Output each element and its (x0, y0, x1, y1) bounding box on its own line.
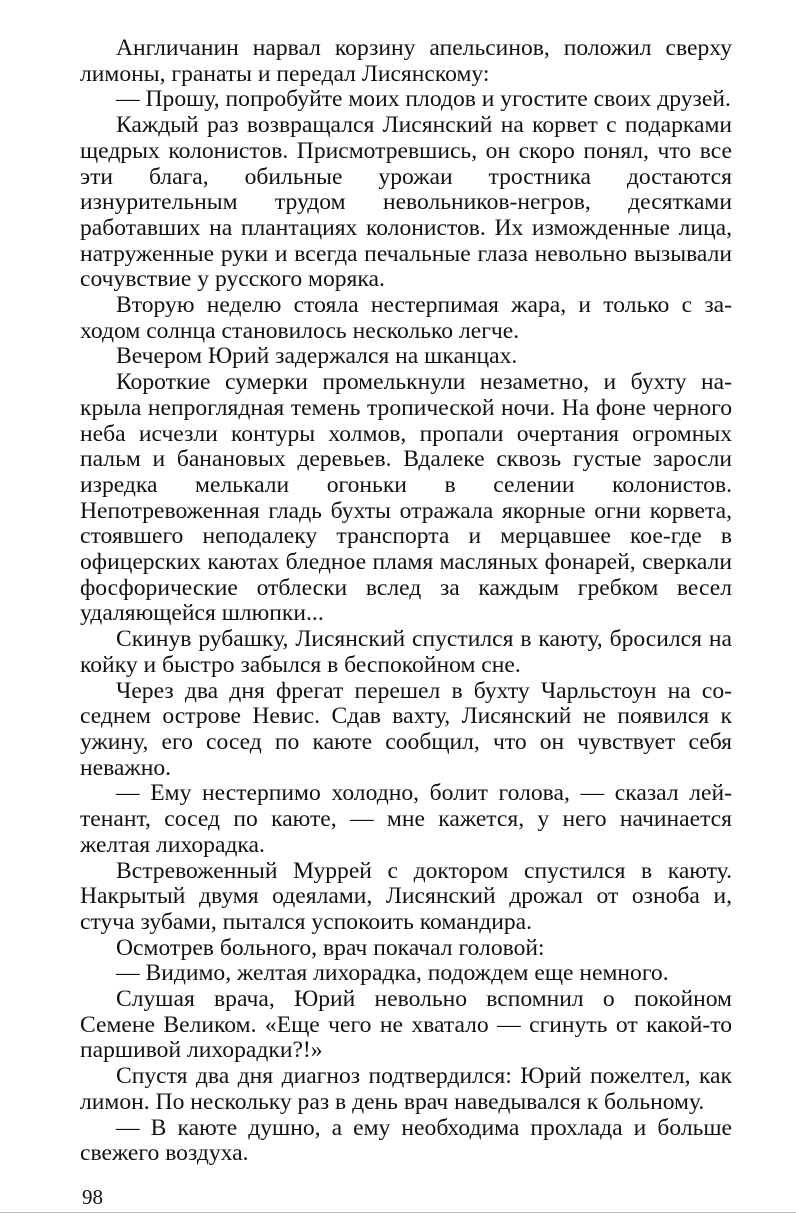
paragraph: Осмотрев больного, врач покачал головой: (116, 934, 545, 961)
paragraph: — В каюте душно, а ему необходима прохлада и больше свежего воздуха. (80, 1114, 732, 1167)
paragraph: Скинув рубашку, Лисянский спустился в каюту, бросился на койку и быстро забылся в беспокойном сне. (80, 626, 732, 678)
paragraph: Встревоженный Муррей с доктором спустился в каюту. Накрытый двумя одеялами, Лисянский дрожал от озноба и, стуча зубами, пытался успокоить командира. (80, 857, 732, 935)
paragraph: Короткие сумерки промелькнули незаметно, и бухту накрыла непроглядная темень тропической ночи. На фоне черного неба исчезли контуры холмов, пропали очертания огромных пальм и банановых деревьев. Вдалеке сквозь густые заросли изредка мелькали огоньки в селении колонистов. Непотревоженная гладь бухты отражала якорные огни корвета, стоявшего неподалеку транспорта и мерцавшее кое-где в офицерских каютах бледное пламя масляных фонарей, сверкали фосфорические отблески вслед за каждым гребком весел удаляющейся шлюпки... (80, 369, 732, 627)
page-bottom-divider (0, 1212, 796, 1213)
paragraph: Спустя два дня диагноз подтвердился: Юрий пожелтел, как лимон. По нескольку раз в день врач наведывался к больному. (80, 1063, 732, 1115)
paragraph: Вечером Юрий задержался на шканцах. (116, 343, 518, 370)
paragraph: — Ему нестерпимо холодно, болит голова, — сказал лейтенант, сосед по каюте, — мне кажется, у него начинается желтая лихорадка. (80, 780, 732, 858)
page-text (80, 36, 732, 1167)
paragraph: Слушая врача, Юрий невольно вспомнил о покойном Семене Великом. «Еще чего не хватало — сгинуть от какой-то паршивой лихорадки?!» (80, 986, 732, 1064)
paragraph: Вторую неделю стояла нестерпимая жара, и только с заходом солнца становилось несколько легче. (80, 292, 732, 344)
paragraph: — Видимо, желтая лихорадка, подождем еще немного. (116, 960, 669, 987)
paragraph: Каждый раз возвращался Лисянский на корвет с подарками щедрых колонистов. Присмотревшись, он скоро понял, что все эти блага, обильные урожаи тростника достаются изнурительным трудом невольников-негров, десятками работавших на плантациях колонистов. Их изможденные лица, натруженные руки и всегда печальные глаза невольно вызывали сочувствие у русского моряка. (80, 112, 732, 293)
paragraph: Англичанин нарвал корзину апельсинов, положил сверху лимоны, гранаты и передал Лисянскому: (80, 35, 732, 87)
paragraph: Через два дня фрегат перешел в бухту Чарльстоун на соседнем острове Невис. Сдав вахту, Лисянский не появился к ужину, его сосед по каюте сообщил, что он чувствует себя неважно. (80, 677, 732, 781)
page-number: 98 (82, 1185, 103, 1209)
paragraph: — Прошу, попробуйте моих плодов и угостите своих друзей. (116, 86, 731, 113)
